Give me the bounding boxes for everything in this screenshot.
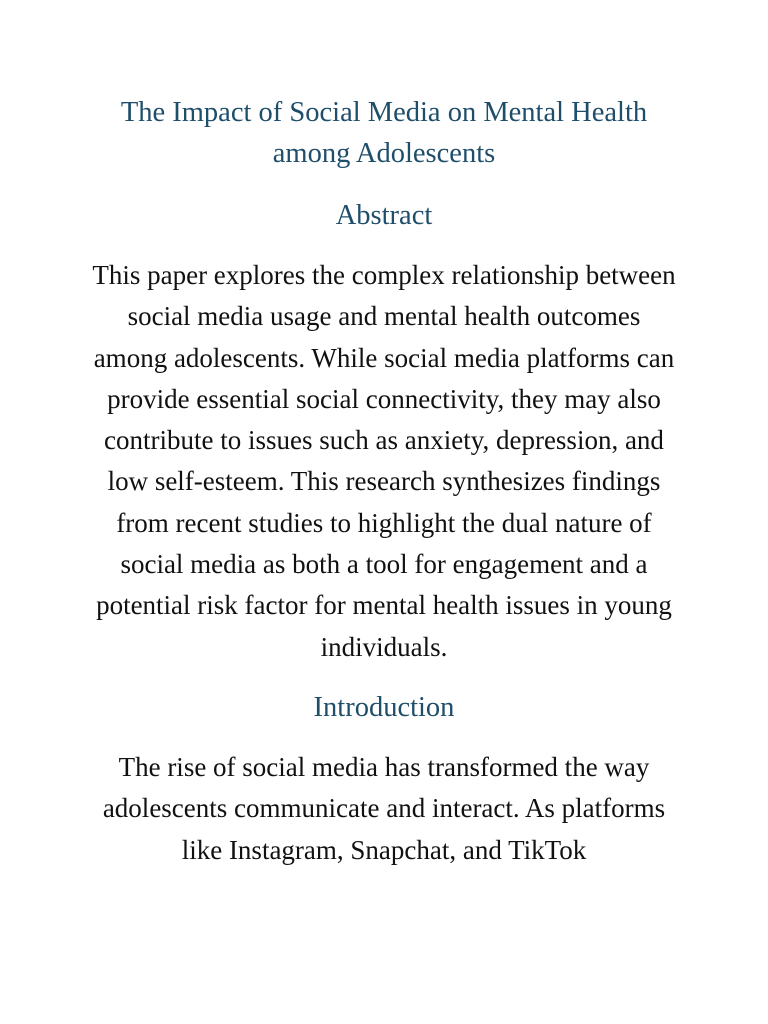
abstract-heading: Abstract: [335, 200, 433, 231]
paper-page: [88, 92, 680, 871]
paper-title: The Impact of Social Media on Mental Health among Adolescents: [120, 97, 648, 169]
abstract-paragraph: This paper explores the complex relationship between social media usage and mental health outcomes among adolescents. While social media platforms can provide essential social connectivity, they may also contribute to issues such as anxiety, depression, and low self-esteem. This research synthesizes findings from recent studies to highlight the dual nature of social media as both a tool for engagement and a potential risk factor for mental health issues in young individuals.: [92, 260, 676, 662]
introduction-heading: Introduction: [313, 691, 455, 723]
introduction-paragraph: The rise of social media has transformed the way adolescents communicate and interact. As platforms like Instagram, Snapchat, and TikTok: [102, 751, 666, 865]
